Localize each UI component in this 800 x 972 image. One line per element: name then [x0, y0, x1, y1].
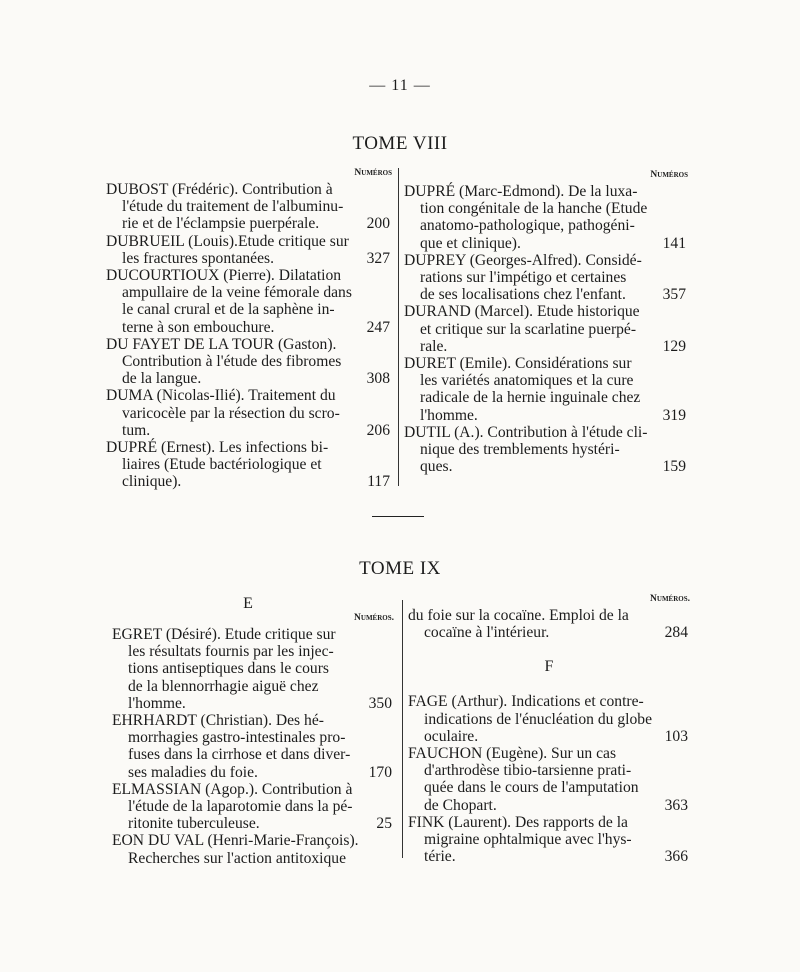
entry-line-text: rie et de l'éclampsie puerpérale. [122, 215, 320, 233]
entry-number: 103 [664, 727, 688, 745]
entry-number: 247 [366, 318, 390, 336]
tome-ix-title: TOME IX [359, 558, 441, 579]
entry-line: ELMASSIAN (Agop.). Contribution à [112, 780, 353, 798]
entry-line: le canal crural et de la saphène in- [122, 301, 335, 319]
tome-ix-right-column [408, 594, 690, 865]
entry-line [106, 422, 392, 439]
entry-line [404, 338, 688, 355]
entry-line-text: ses maladies du foie. [128, 763, 258, 781]
entry-line: EHRHARDT (Christian). Des hé- [112, 712, 324, 730]
entry-number: 350 [368, 694, 392, 712]
entry-line: FAUCHON (Eugène). Sur un cas [408, 745, 617, 763]
column-header-numeros: Numéros. [354, 613, 394, 623]
entry-line: les variétés anatomiques et la cure [420, 372, 634, 390]
entry-line: radicale de la hernie inguinale chez [420, 389, 641, 407]
index-entry [408, 693, 690, 745]
entry-line-text: de ses localisations chez l'enfant. [420, 286, 626, 304]
index-entry [106, 233, 392, 267]
entry-number: 129 [662, 337, 686, 355]
entry-line [408, 728, 690, 745]
entry-line: rations sur l'impétigo et certaines [420, 269, 627, 287]
entry-line: DUTIL (A.). Contribution à l'étude cli- [404, 423, 648, 441]
entry-line: DU FAYET DE LA TOUR (Gaston). [106, 335, 337, 353]
index-entry [408, 814, 690, 866]
entry-number: 327 [366, 249, 390, 267]
entry-line: tion congénitale de la hanche (Etude [420, 200, 648, 218]
index-entry [408, 607, 690, 641]
entry-line-text: rale. [420, 337, 448, 355]
entry-number: 319 [662, 406, 686, 424]
entry-line: DUPRÉ (Marc-Edmond). De la luxa- [404, 183, 638, 200]
entry-number: 357 [662, 286, 686, 304]
index-entry [112, 832, 394, 866]
entry-number: 200 [366, 215, 390, 233]
index-entry [106, 387, 392, 439]
index-entry [404, 183, 688, 252]
entry-line [106, 250, 392, 267]
entry-line-text: de la langue. [122, 370, 202, 388]
entry-line-text: l'homme. [128, 694, 186, 712]
entries [408, 607, 690, 641]
entry-line: DUPRÉ (Ernest). Les infections bi- [106, 439, 329, 457]
entry-line: du foie sur la cocaïne. Emploi de la [408, 607, 629, 624]
entry-line: nique des tremblements hystéri- [420, 441, 620, 459]
entry-number: 141 [662, 234, 686, 252]
index-entry [112, 626, 394, 712]
section-separator [372, 516, 424, 517]
index-entry [106, 336, 392, 388]
entry-line: DUMA (Nicolas-Ilié). Traitement du [106, 387, 336, 405]
entry-line: varicocèle par la résection du scro- [122, 404, 340, 422]
entry-line: ampullaire de la veine fémorale dans [122, 284, 352, 302]
index-entry [106, 439, 392, 491]
entry-line [404, 458, 688, 475]
letter-heading-f: F [544, 658, 554, 676]
entry-line: migraine ophtalmique avec l'hys- [424, 831, 632, 849]
page-number: — 11 — [369, 77, 431, 94]
entry-line: l'étude de la laparotomie dans la pé- [128, 798, 353, 816]
entry-number: 117 [367, 473, 390, 491]
entry-number: 308 [366, 370, 390, 388]
entry-line: d'arthrodèse tibio-tarsienne prati- [424, 762, 632, 780]
entry-line: DUBRUEIL (Louis).Etude critique sur [106, 232, 349, 250]
index-entry [106, 267, 392, 336]
entry-line-text: que et clinique). [420, 234, 521, 252]
entry-line [112, 764, 394, 781]
entries [112, 626, 394, 867]
entry-line: Contribution à l'étude des fibromes [122, 353, 342, 371]
index-entry [112, 712, 394, 781]
entry-line: FAGE (Arthur). Indications et contre- [408, 693, 644, 711]
column-header-numeros: Numéros [354, 168, 392, 178]
entry-line: tions antiseptiques dans le cours [128, 660, 329, 678]
entry-line: morrhagies gastro-intestinales pro- [128, 729, 346, 747]
entry-line: FINK (Laurent). Des rapports de la [408, 813, 628, 831]
entry-line: liaires (Etude bactériologique et [122, 456, 322, 474]
entry-line: les résultats fournis par les injec- [128, 643, 334, 661]
entries [106, 181, 392, 491]
entries [408, 693, 690, 865]
entry-line: fuses dans la cirrhose et dans diver- [128, 746, 351, 764]
entry-line [112, 695, 394, 712]
entry-line: EGRET (Désiré). Etude critique sur [112, 626, 336, 643]
entry-line [408, 848, 690, 865]
entry-line: de la blennorrhagie aiguë chez [128, 677, 319, 695]
letter-heading-e: E [243, 595, 253, 612]
index-entry [404, 303, 688, 355]
entry-line: EON DU VAL (Henri-Marie-François). [112, 832, 359, 850]
entry-line: l'étude du traitement de l'albuminu- [122, 198, 344, 216]
index-entry [404, 424, 688, 476]
entry-line-text: oculaire. [424, 727, 479, 745]
entry-line [106, 370, 392, 387]
entry-line: DURET (Emile). Considérations sur [404, 355, 632, 373]
entry-number: 170 [368, 763, 392, 781]
entry-line [112, 815, 394, 832]
tome-viii-right-column [404, 170, 688, 475]
entry-number: 159 [662, 458, 686, 476]
entry-line: DURAND (Marcel). Etude historique [404, 303, 640, 321]
entry-line: DUPREY (Georges-Alfred). Considé- [404, 251, 642, 269]
entry-line: quée dans le cours de l'amputation [424, 779, 639, 797]
entry-line-text: térie. [424, 848, 456, 866]
entry-line: DUBOST (Frédéric). Contribution à [106, 181, 333, 198]
entry-line [404, 235, 688, 252]
entry-line [408, 624, 690, 641]
entry-line-text: clinique). [122, 473, 182, 491]
tome-ix-left-column [112, 595, 394, 867]
entry-line: DUCOURTIOUX (Pierre). Dilatation [106, 267, 342, 285]
entry-line-text: cocaïne à l'intérieur. [424, 624, 550, 642]
column-header-numeros: Numéros. [650, 594, 690, 604]
entry-line-text: terne à son embouchure. [122, 318, 275, 336]
entry-number: 284 [664, 624, 688, 642]
entry-line-text: tum. [122, 421, 151, 439]
entry-line [404, 286, 688, 303]
entry-line: anatomo-pathologique, pathogéni- [420, 217, 635, 235]
tome-viii-left-column [106, 168, 392, 491]
entry-line-text: l'homme. [420, 406, 478, 424]
index-entry [404, 355, 688, 424]
entry-line [106, 319, 392, 336]
entry-line-text: ques. [420, 458, 453, 476]
entries [404, 183, 688, 475]
entry-number: 25 [376, 815, 392, 833]
entry-number: 363 [664, 796, 688, 814]
entry-line: indications de l'énucléation du globe [424, 710, 652, 728]
entry-line: et critique sur la scarlatine puerpé- [420, 320, 637, 338]
entry-number: 366 [664, 848, 688, 866]
entry-line-text: ritonite tuberculeuse. [128, 815, 260, 833]
tome-viii-title: TOME VIII [352, 133, 448, 154]
index-entry [106, 181, 392, 233]
entry-number: 206 [366, 421, 390, 439]
column-divider [402, 600, 403, 858]
entry-line [106, 215, 392, 232]
entry-line-text: de Chopart. [424, 796, 497, 814]
column-divider [398, 168, 399, 486]
entry-line-text: les fractures spontanées. [122, 249, 274, 267]
entry-line: Recherches sur l'action antitoxique [128, 849, 347, 867]
index-entry [112, 781, 394, 833]
entry-line [404, 407, 688, 424]
index-entry [408, 745, 690, 814]
index-entry [404, 252, 688, 304]
entry-line [106, 473, 392, 490]
column-header-numeros: Numéros [650, 170, 688, 180]
entry-line [408, 797, 690, 814]
